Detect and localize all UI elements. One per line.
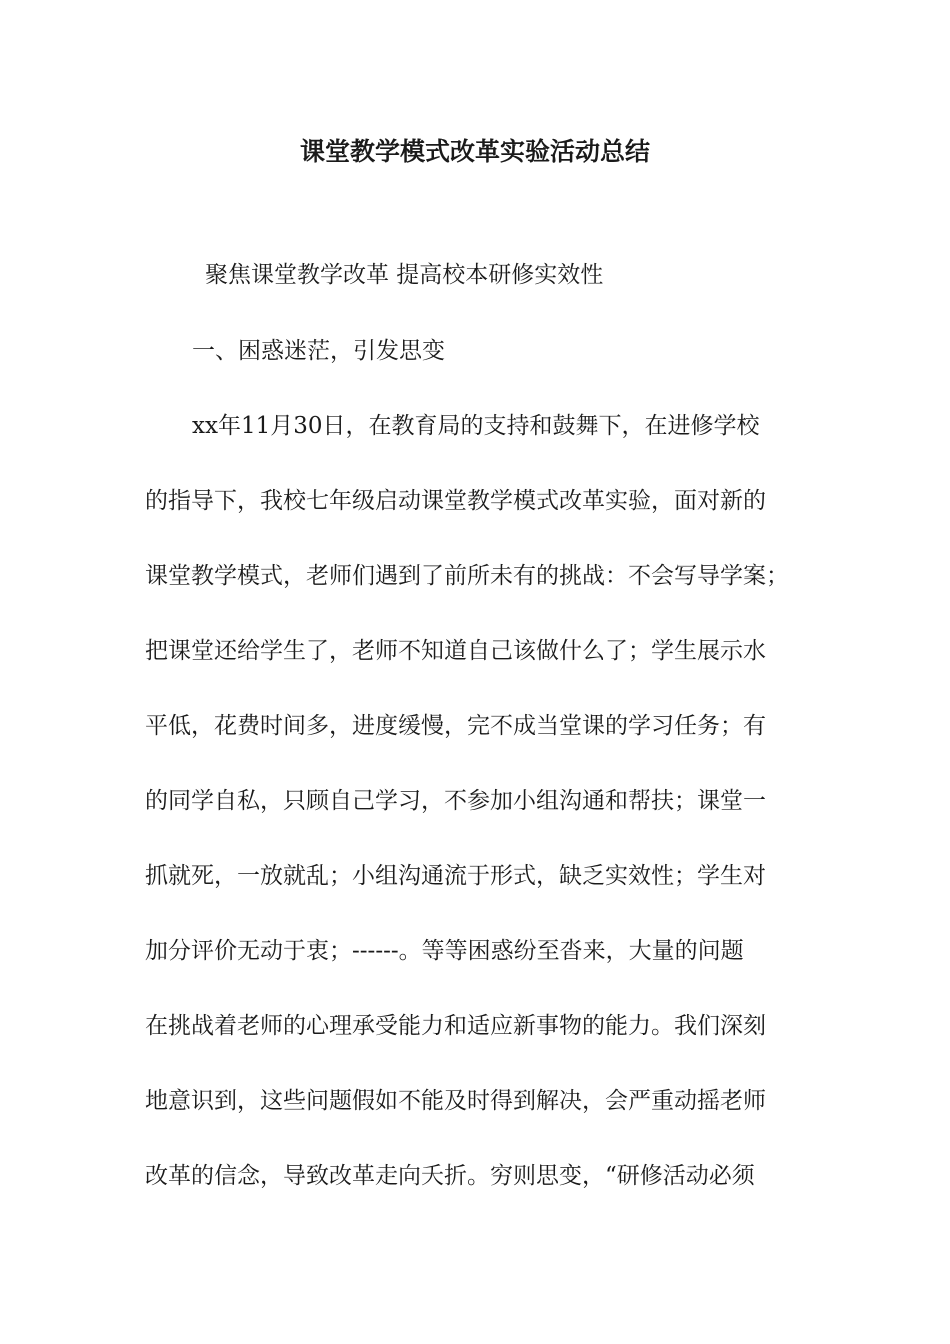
document-title: 课堂教学模式改革实验活动总结 xyxy=(299,137,650,166)
section-heading: 一、困惑迷茫，引发思变 xyxy=(192,338,445,364)
paragraph-line: 在挑战着老师的心理承受能力和适应新事物的能力。我们深刻 xyxy=(145,1013,766,1039)
paragraph-line: 的指导下，我校七年级启动课堂教学模式改革实验，面对新的 xyxy=(145,488,766,514)
paragraph-line: 改革的信念，导致改革走向夭折。穷则思变，“研修活动必须 xyxy=(145,1163,755,1189)
document-subtitle: 聚焦课堂教学改革 提高校本研修实效性 xyxy=(205,262,604,288)
paragraph-line: 地意识到，这些问题假如不能及时得到解决，会严重动摇老师 xyxy=(145,1088,766,1114)
paragraph-line: 课堂教学模式，老师们遇到了前所未有的挑战：不会写导学案； xyxy=(145,563,789,589)
paragraph-line: 把课堂还给学生了，老师不知道自己该做什么了；学生展示水 xyxy=(145,638,766,664)
paragraph-line: 的同学自私，只顾自己学习，不参加小组沟通和帮扶；课堂一 xyxy=(145,788,766,814)
paragraph-line: 平低，花费时间多，进度缓慢，完不成当堂课的学习任务；有 xyxy=(145,713,766,739)
paragraph-line: xx年11月30日，在教育局的支持和鼓舞下，在进修学校 xyxy=(192,413,760,439)
paragraph-line: 抓就死，一放就乱；小组沟通流于形式，缺乏实效性；学生对 xyxy=(145,863,766,889)
paragraph-line: 加分评价无动于衷；------。等等困惑纷至沓来，大量的问题 xyxy=(145,938,744,964)
